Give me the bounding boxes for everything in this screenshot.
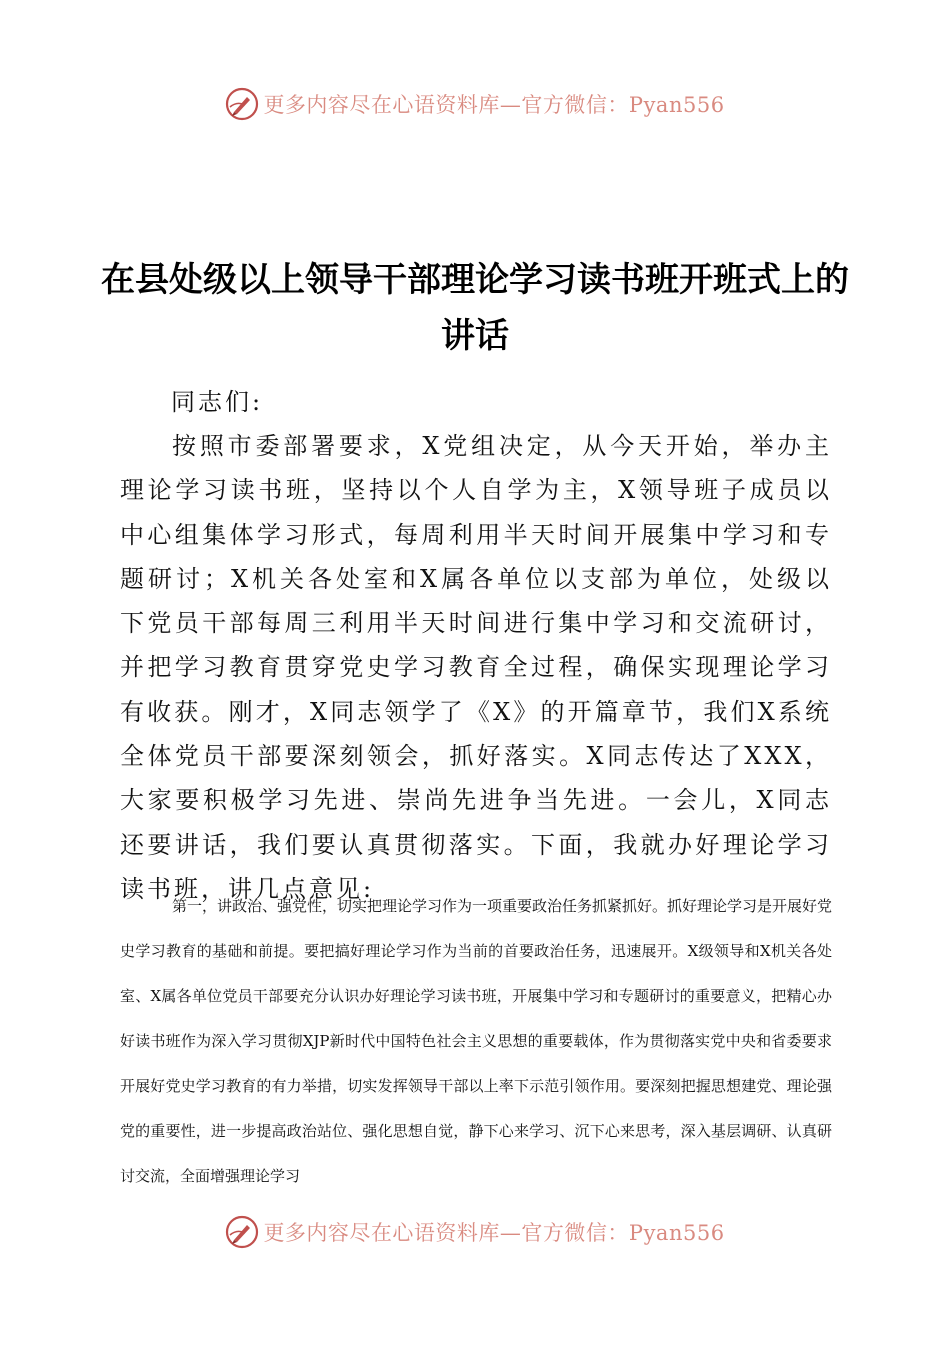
body-paragraph-1: 按照市委部署要求，X党组决定，从今天开始，举办主理论学习读书班，坚持以个人自学为主，X领导班子成员以中心组集体学习形式，每周利用半天时间开展集中学习和专题研讨；X机关各处室和X属各单位以支部为单位，处级以下党员干部每周三利用半天时间进行集中学习和交流研讨，并把学习教育贯穿党史学习教育全过程，确保实现理论学习有收获。刚才，X同志领学了《X》的开篇章节，我们X系统全体党员干部要深刻领会，抓好落实。X同志传达了XXX，大家要积极学习先进、崇尚先进争当先进。一会儿，X同志还要讲话，我们要认真贯彻落实。下面，我就办好理论学习读书班，讲几点意见: [120, 432, 832, 903]
salutation: 同志们: [171, 388, 264, 416]
watermark-header [0, 84, 950, 124]
pen-logo-icon [225, 1215, 259, 1249]
watermark-text: 更多内容尽在心语资料库—官方微信：Pyan556 [263, 93, 725, 117]
pen-logo-icon [225, 87, 259, 121]
body-paragraph-2: 第一，讲政治、强党性，切实把理论学习作为一项重要政治任务抓紧抓好。抓好理论学习是开展好党史学习教育的基础和前提。要把搞好理论学习作为当前的首要政治任务，迅速展开。X级领导和X机关各处室、X属各单位党员干部要充分认识办好理论学习读书班，开展集中学习和专题研讨的重要意义，把精心办好读书班作为深入学习贯彻XJP新时代中国特色社会主义思想的重要载体，作为贯彻落实党中央和省委要求开展好党史学习教育的有力举措，切实发挥领导干部以上率下示范引领作用。要深刻把握思想建党、理论强党的重要性，进一步提高政治站位、强化思想自觉，静下心来学习、沉下心来思考，深入基层调研、认真研讨交流，全面增强理论学习 [120, 897, 833, 1185]
document-title: 在县处级以上领导干部理论学习读书班开班式上的讲话 [101, 260, 849, 356]
watermark-footer [0, 1212, 950, 1252]
watermark-text: 更多内容尽在心语资料库—官方微信：Pyan556 [263, 1221, 725, 1245]
